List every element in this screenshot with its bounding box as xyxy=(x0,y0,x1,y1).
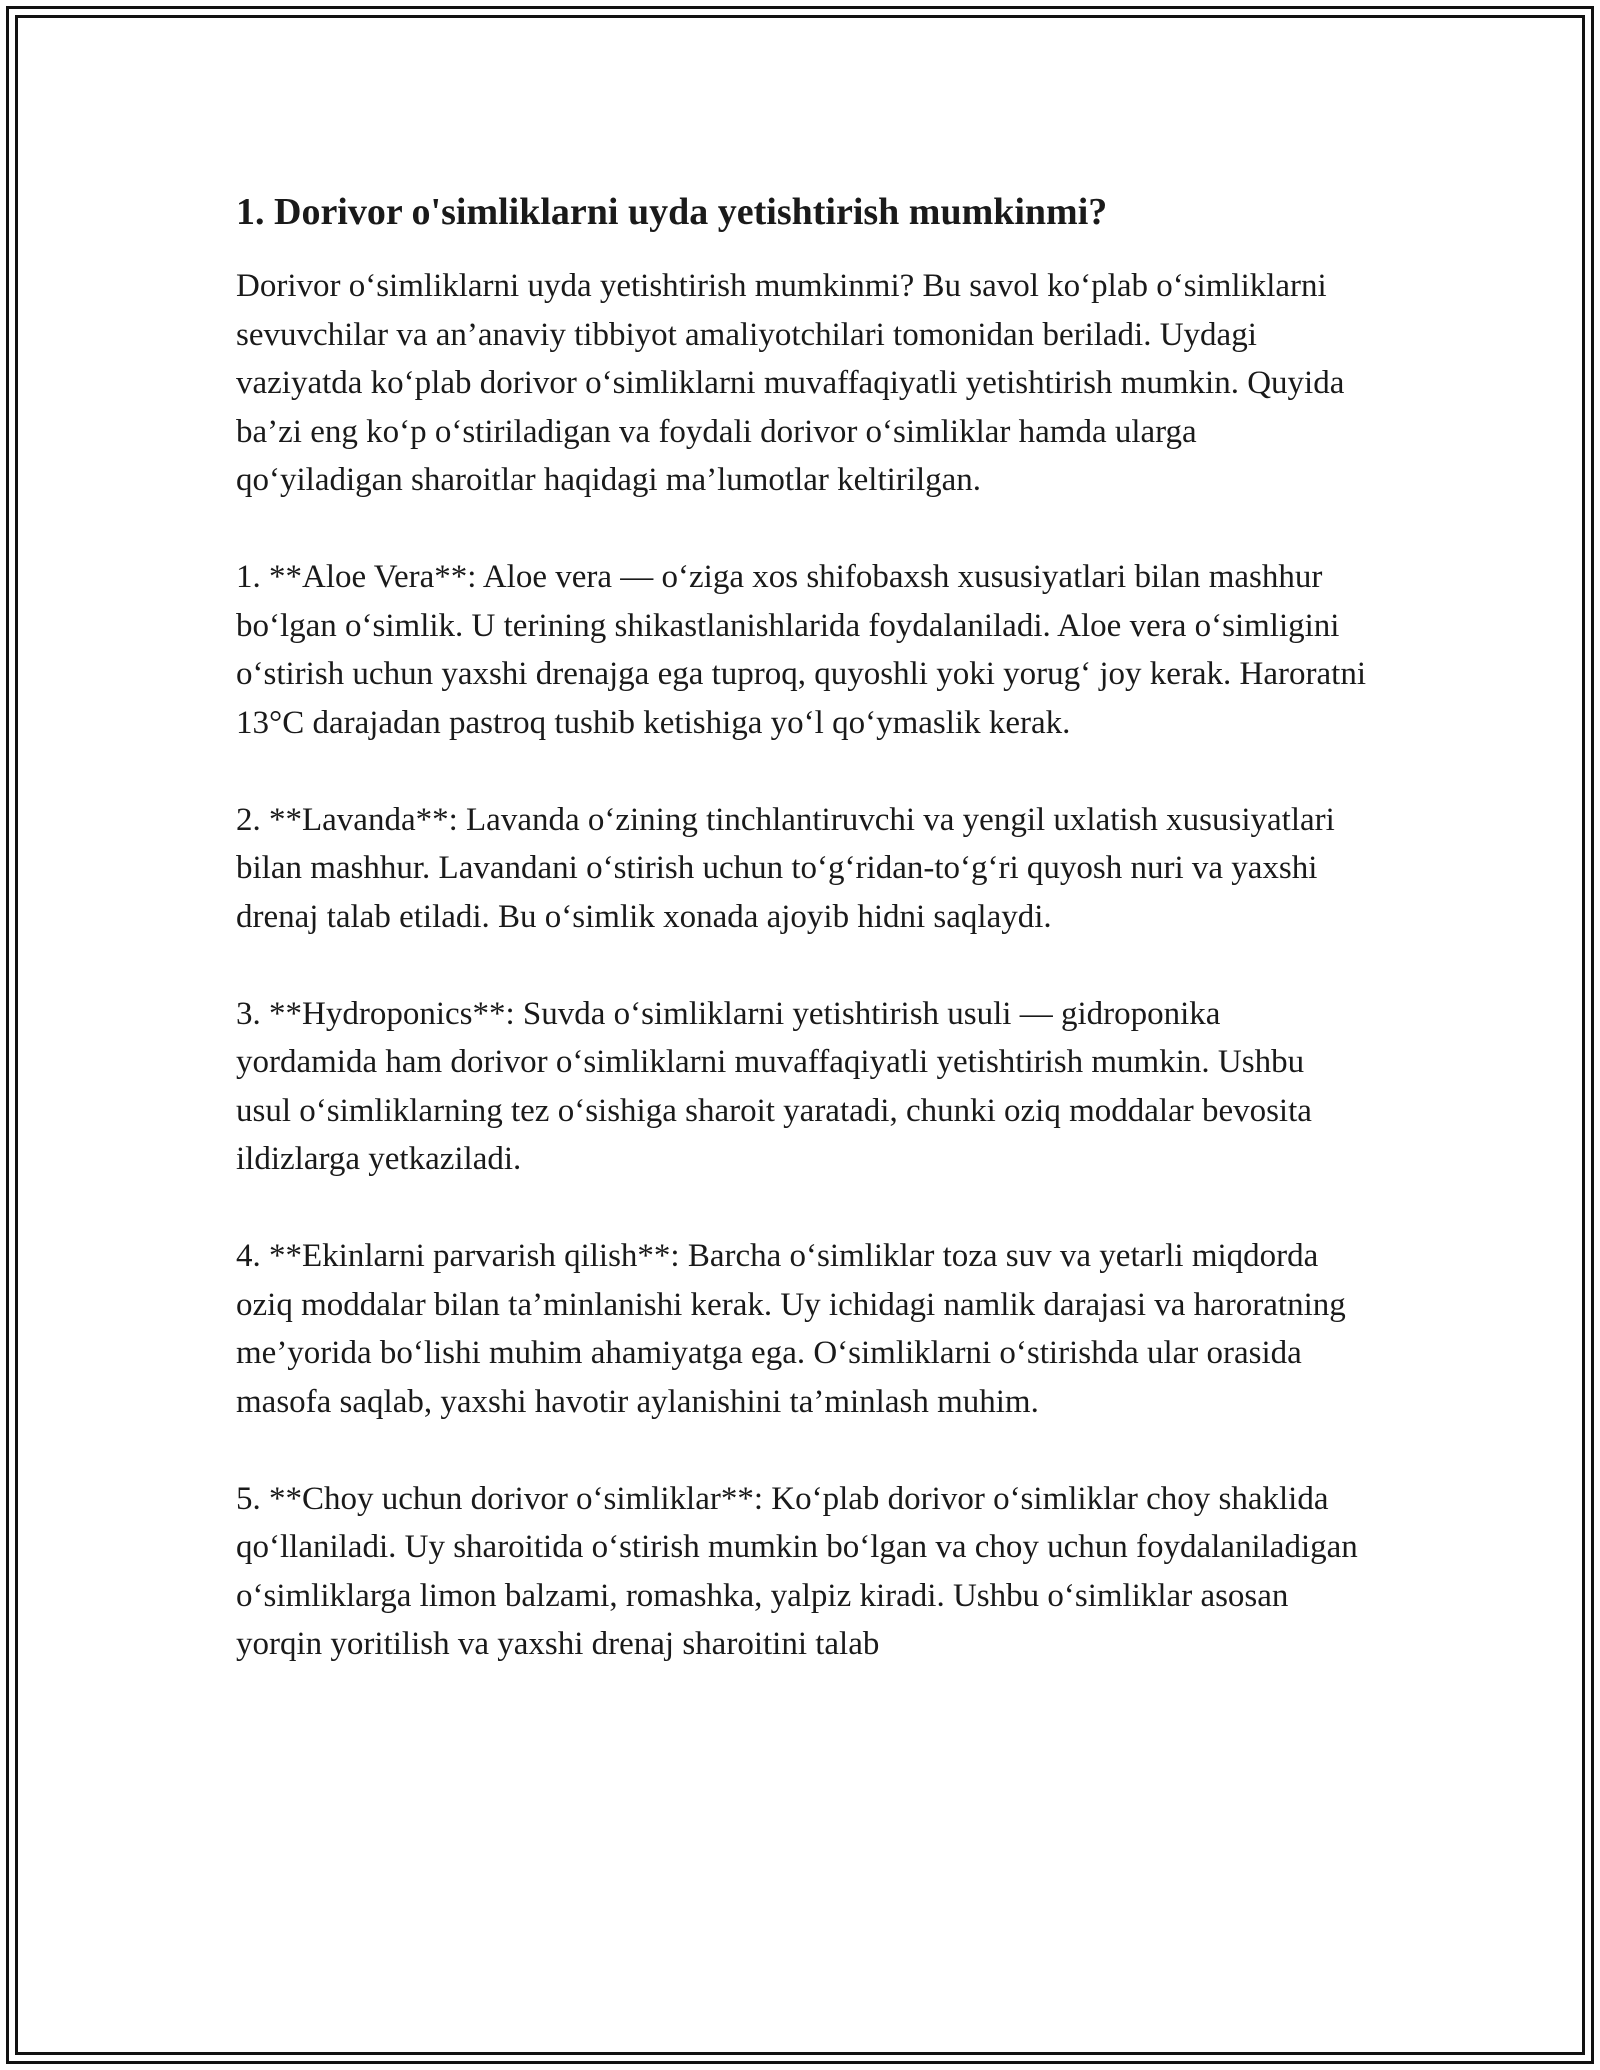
paragraph-tea-plants: 5. **Choy uchun dorivor o‘simliklar**: Ko‘plab dorivor o‘simliklar choy shaklida qo‘llaniladi. Uy sharoitida o‘stirish mumkin bo‘lgan va choy uchun foydalaniladigan o‘simliklarga limon balzami, romashka, yalpiz kiradi. Ushbu o‘simliklar asosan yorqin yoritilish va yaxshi drenaj sharoitini talab xyxy=(236,1480,1358,1662)
paragraph-hydroponics: 3. **Hydroponics**: Suvda o‘simliklarni yetishtirish usuli — gidroponika yordamida ham dorivor o‘simliklarni muvaffaqiyatli yetishtirish mumkin. Ushbu usul o‘simliklarning tez o‘sishiga sharoit yaratadi, chunki oziq moddalar bevosita ildizlarga yetkaziladi. xyxy=(236,995,1312,1177)
paragraph-plant-care: 4. **Ekinlarni parvarish qilish**: Barcha o‘simliklar toza suv va yetarli miqdorda oziq moddalar bilan ta’minlanishi kerak. Uy ichidagi namlik darajasi va haroratning me’yorida bo‘lishi muhim ahamiyatga ega. O‘simliklarni o‘stirishda ular orasida masofa saqlab, yaxshi havotir aylanishini ta’minlash muhim. xyxy=(236,1238,1346,1420)
paragraph-lavanda: 2. **Lavanda**: Lavanda o‘zining tinchlantiruvchi va yengil uxlatish xususiyatlari bilan mashhur. Lavandani o‘stirish uchun to‘g‘ridan-to‘g‘ri quyosh nuri va yaxshi drenaj talab etiladi. Bu o‘simlik xonada ajoyib hidni saqlaydi. xyxy=(236,801,1335,935)
page-title: 1. Dorivor o'simliklarni uyda yetishtirish mumkinmi? xyxy=(236,191,1108,233)
paragraph-aloe-vera: 1. **Aloe Vera**: Aloe vera — o‘ziga xos shifobaxsh xususiyatlari bilan mashhur bo‘lgan o‘simlik. U terining shikastlanishlarida foydalaniladi. Aloe vera o‘simligini o‘stirish uchun yaxshi drenajga ega tuproq, quyoshli yoki yorug‘ joy kerak. Haroratni 13°C darajadan pastroq tushib ketishiga yo‘l qo‘ymaslik kerak. xyxy=(236,559,1366,741)
document-body xyxy=(236,184,1366,1717)
intro-paragraph: Dorivor o‘simliklarni uyda yetishtirish mumkinmi? Bu savol ko‘plab o‘simliklarni sevuvchilar va an’anaviy tibbiyot amaliyotchilari tomonidan beriladi. Uydagi vaziyatda ko‘plab dorivor o‘simliklarni muvaffaqiyatli yetishtirish mumkin. Quyida ba’zi eng ko‘p o‘stiriladigan va foydali dorivor o‘simliklar hamda ularga qo‘yiladigan sharoitlar haqidagi ma’lumotlar keltirilgan. xyxy=(236,268,1345,498)
